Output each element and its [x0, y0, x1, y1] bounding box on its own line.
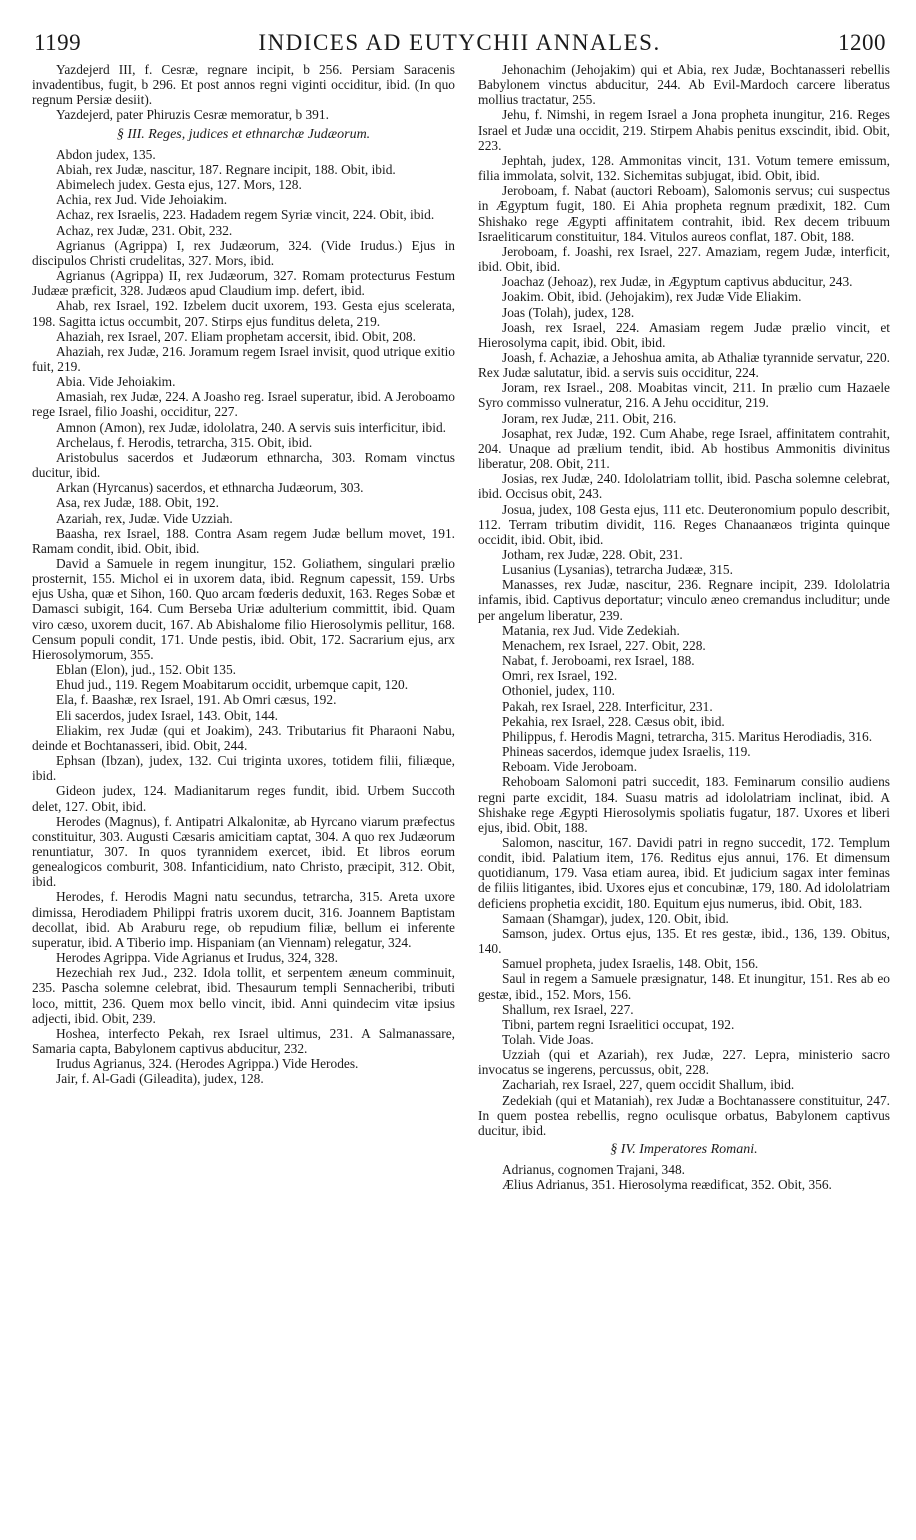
index-entry: Zachariah, rex Israel, 227, quem occidit Shallum, ibid. — [502, 1077, 795, 1093]
index-entry: Josua, judex, 108 Gesta ejus, 111 etc. Deuteronomium populo describit, 112. Terram tributim dividit, 116. Reges Chanaanæos triginta quinque occidit, ibid. Obit, ibid. — [478, 501, 890, 547]
index-entry: Agrianus (Agrippa) II, rex Judæorum, 327. Romam protecturus Festum Judææ præficit, 328. Judæos apud Claudium imp. defert, ibid. — [32, 268, 455, 299]
index-entry: Lusanius (Lysanias), tetrarcha Judææ, 315. — [502, 562, 733, 578]
index-entry: Eli sacerdos, judex Israel, 143. Obit, 144. — [56, 707, 279, 723]
index-entry: Tolah. Vide Joas. — [502, 1032, 594, 1047]
running-header — [34, 30, 886, 60]
index-entry: Joash, f. Achaziæ, a Jehoshua amita, ab Athaliæ tyrannide servatur, 220. Rex Judæ salutatur, ibid. a servis suis occiditur, 224. — [478, 349, 890, 381]
index-entry: Abiah, rex Judæ, nascitur, 187. Regnare incipit, 188. Obit, ibid. — [56, 161, 396, 177]
index-entry: Abimelech judex. Gesta ejus, 127. Mors, 128. — [56, 177, 302, 193]
index-entry: Ehud jud., 119. Regem Moabitarum occidit, urbemque capit, 120. — [56, 677, 409, 693]
index-entry: Phineas sacerdos, idemque judex Israelis, 119. — [502, 744, 751, 760]
index-entry: Arkan (Hyrcanus) sacerdos, et ethnarcha Judæorum, 303. — [56, 480, 364, 496]
left-page-number: 1199 — [34, 30, 82, 55]
left-column — [32, 62, 455, 1532]
index-entry: Amnon (Amon), rex Judæ, idololatra, 240. A servis suis interficitur, ibid. — [56, 419, 446, 435]
index-entry: Abia. Vide Jehoiakim. — [56, 374, 176, 390]
index-entry: Joachaz (Jehoaz), rex Judæ, in Ægyptum captivus abducitur, 243. — [502, 274, 853, 290]
index-entry: Jehu, f. Nimshi, in regem Israel a Jona propheta inungitur, 216. Reges Israel et Judæ una occidit, 219. Stirpem Ahabis penitus exscindit, ibid. Obit, 223. — [478, 107, 890, 153]
index-entry: Nabat, f. Jeroboami, rex Israel, 188. — [502, 653, 695, 669]
index-entry: Ahaziah, rex Judæ, 216. Joramum regem Israel invisit, quod utrique exitio fuit, 219. — [32, 343, 455, 374]
index-entry: Yazdejerd III, f. Cesræ, regnare incipit, b 256. Persiam Saracenis invadentibus, fugit, b 296. Et post annos regni viginti occiditur, ibid. (In quo regnum Persiæ desiit). — [32, 62, 455, 108]
index-entry: Joram, rex Israel., 208. Moabitas vincit, 211. In prælio cum Hazaele Syro commisso vulneratur, 216. A Jehu occiditur, 219. — [478, 380, 890, 411]
index-entry: Shallum, rex Israel, 227. — [502, 1001, 634, 1017]
index-entry: Saul in regem a Samuele præsignatur, 148. Et inungitur, 151. Res ab eo gestæ, ibid., 152. Mors, 156. — [478, 971, 890, 1002]
index-entry: Zedekiah (qui et Mataniah), rex Judæ a Bochtanassere constituitur, 247. In quem postea rebellis, regno oculisque orbatus, Babylonem captivus ducitur, ibid. — [478, 1092, 890, 1138]
index-entry: Jotham, rex Judæ, 228. Obit, 231. — [502, 547, 683, 562]
index-entry: Jeroboam, f. Joashi, rex Israel, 227. Amaziam, regem Judæ, interficit, ibid. Obit, ibid. — [478, 243, 890, 275]
index-entry: Jeroboam, f. Nabat (auctori Reboam), Salomonis servus; cui suspectus in Ægyptum fugit, 180. Ei Ahia propheta regnum prædixit, 182. Cum Shishako rege Ægypti affinitatem contrahit, ibid. Rex decem tribuum Israeliticarum constituitur, 184. Vitulos aureos conflat, 187. Obit, 188. — [478, 183, 890, 244]
index-entry: Herodes, f. Herodis Magni natu secundus, tetrarcha, 315. Areta uxore dimissa, Herodiadem Philippi fratris uxorem ducit, 316. Joannem Baptistam decollat, ibid. Ab Araburu rege, ob repudium filiæ, bellum ei inferente superatur, ibid. A Tiberio imp. Hispaniam (an Viennam) relegatur, 324. — [32, 889, 455, 950]
index-entry: Samuel propheta, judex Israelis, 148. Obit, 156. — [502, 956, 759, 972]
index-entry: Ælius Adrianus, 351. Hierosolyma reædificat, 352. Obit, 356. — [502, 1177, 832, 1193]
index-entry: Pekahia, rex Israel, 228. Cæsus obit, ibid. — [502, 713, 725, 729]
index-entry: Ephsan (Ibzan), judex, 132. Cui triginta uxores, totidem filii, filiæque, ibid. — [32, 753, 455, 784]
index-entry: Eliakim, rex Judæ (qui et Joakim), 243. Tributarius fit Pharaoni Nabu, deinde et Bochtanasseri, ibid. Obit, 244. — [32, 722, 455, 753]
index-entry: Achaz, rex Israelis, 223. Hadadem regem Syriæ vincit, 224. Obit, ibid. — [56, 207, 435, 223]
index-entry: Archelaus, f. Herodis, tetrarcha, 315. Obit, ibid. — [56, 434, 313, 450]
index-entry: Reboam. Vide Jeroboam. — [502, 759, 638, 775]
index-entry: Gideon judex, 124. Madianitarum reges fundit, ibid. Urbem Succoth delet, 127. Obit, ibid. — [32, 783, 455, 814]
index-entry: Ahab, rex Israel, 192. Izbelem ducit uxorem, 193. Gesta ejus scelerata, 198. Sagitta ictus occumbit, 207. Stirps ejus funditus deleta, 219. — [32, 298, 455, 329]
index-entry: Ahaziah, rex Israel, 207. Eliam prophetam accersit, ibid. Obit, 208. — [56, 328, 416, 344]
index-entry: Achia, rex Jud. Vide Jehoiakim. — [56, 192, 228, 208]
index-entry: Samaan (Shamgar), judex, 120. Obit, ibid. — [502, 910, 729, 926]
index-entry: Baasha, rex Israel, 188. Contra Asam regem Judæ bellum movet, 191. Ramam condit, ibid. Obit, ibid. — [32, 525, 455, 556]
index-entry: Joakim. Obit, ibid. (Jehojakim), rex Judæ Vide Eliakim. — [502, 289, 802, 305]
index-entry: Josaphat, rex Judæ, 192. Cum Ahabe, rege Israel, affinitatem contrahit, 204. Unaque ad prælium tendit, ibid. Ab hostibus Ammonitis divinitus liberatur, 208. Obit, 211. — [478, 425, 890, 472]
index-entry: Joram, rex Judæ, 211. Obit, 216. — [502, 410, 677, 426]
running-title: INDICES AD EUTYCHII ANNALES. — [258, 30, 661, 55]
index-entry: Adrianus, cognomen Trajani, 348. — [502, 1162, 685, 1178]
index-entry: Joas (Tolah), judex, 128. — [502, 304, 635, 320]
index-entry: Uzziah (qui et Azariah), rex Judæ, 227. Lepra, ministerio sacro invocatus se ingerens, percussus, obit, 228. — [478, 1047, 890, 1078]
index-entry: Pakah, rex Israel, 228. Interficitur, 231. — [502, 698, 713, 714]
index-entry: Abdon judex, 135. — [56, 146, 156, 162]
index-entry: Herodes Agrippa. Vide Agrianus et Irudus, 324, 328. — [56, 950, 338, 966]
index-entry: Tibni, partem regni Israelitici occupat, 192. — [502, 1016, 735, 1032]
index-entry: Jair, f. Al-Gadi (Gileadita), judex, 128. — [56, 1071, 264, 1087]
index-entry: Matania, rex Jud. Vide Zedekiah. — [502, 622, 680, 638]
index-entry: Eblan (Elon), jud., 152. Obit 135. — [56, 662, 237, 678]
index-entry: Hoshea, interfecto Pekah, rex Israel ultimus, 231. A Salmanassare, Samaria capta, Babylonem captivus abducitur, 232. — [32, 1025, 455, 1056]
section-heading: § IV. Imperatores Romani. — [610, 1142, 758, 1158]
index-entry: Hezechiah rex Jud., 232. Idola tollit, et serpentem æneum comminuit, 235. Pascha solemne celebrat, ibid. Thesaurum templi Sennacheribi, tributi loco, mittit, 236. Quem mox bello vincit, ibid. Anni quindecim vitæ ipsius adjecti, ibid. Obit, 239. — [32, 965, 455, 1026]
index-entry: Salomon, nascitur, 167. Davidi patri in regno succedit, 172. Templum condit, ibid. Palatium item, 176. Reditus ejus annui, 176. Et dimensum quotidianum, 179. Vasa etiam aurea, ibid. Et judicium sagax inter feminas de filiis litigantes, ibid. Uxores ejus et concubinæ, 179, 180. Ad idololatriam deficiens prophetia excidit, 180. Equitum ejus numerus, ibid. Obit, 183. — [478, 834, 890, 911]
index-entry: Agrianus (Agrippa) I, rex Judæorum, 324. (Vide Irudus.) Ejus in discipulos Christi crudelitas, 327. Mors, ibid. — [32, 237, 455, 268]
index-entry: Rehoboam Salomoni patri succedit, 183. Feminarum consilio audiens regni parte excidit, 184. Suasu matris ad idololatriam inclinat, ibid. A Shishake rege Ægypti Hierosolymis spoliatis fugatur, 187. Uxores et liberi ejus, ibid. Obit, 188. — [478, 774, 890, 835]
index-entry: Othoniel, judex, 110. — [502, 683, 615, 699]
index-entry: Joash, rex Israel, 224. Amasiam regem Judæ prælio vincit, et Hierosolyma capit, ibid. Obit, ibid. — [478, 319, 890, 350]
index-entry: Achaz, rex Judæ, 231. Obit, 232. — [56, 222, 233, 238]
index-entry: Azariah, rex, Judæ. Vide Uzziah. — [56, 510, 233, 526]
index-entry: Manasses, rex Judæ, nascitur, 236. Regnare incipit, 239. Idololatria infamis, ibid. Captivus deportatur; vinculo æneo cremandus includitur; unde per angelum liberatur, 239. — [478, 577, 890, 623]
index-entry: Menachem, rex Israel, 227. Obit, 228. — [502, 637, 706, 653]
index-entry: Herodes (Magnus), f. Antipatri Alkalonitæ, ab Hyrcano viarum præfectus constituitur, 303. Augusti Cæsaris amicitiam captat, 304. A quo rex Judæorum renuntiatur, 307. In quos tyrannidem exercet, ibid. Et libros eorum genealogicos comburit, 308. Infanticidium, nato Christo, præcipit, 312. Obit, ibid. — [32, 813, 455, 890]
index-entry: Samson, judex. Ortus ejus, 135. Et res gestæ, ibid., 136, 139. Obitus, 140. — [478, 925, 890, 957]
right-column — [478, 62, 890, 1532]
index-entry: Jephtah, judex, 128. Ammonitas vincit, 131. Votum temere emissum, filia immolata, solvit, 132. Sichemitas subjugat, ibid. Obit, ibid. — [478, 152, 890, 184]
index-entry: Josias, rex Judæ, 240. Idololatriam tollit, ibid. Pascha solemne celebrat, ibid. Occisus obit, 243. — [478, 471, 890, 502]
index-entry: David a Samuele in regem inungitur, 152. Goliathem, singulari prælio prosternit, 155. Michol ei in uxorem data, ibid. Regnum capessit, 159. Urbs ejus Usha, quæ et Sihon, 160. Quo arcam fœderis deduxit, 163. Reges Sobæ et Damasci subigit, 164. Cum Berseba Uriæ adulterium committit, ibid. Quam viro cæso, uxorem ducit, 167. Ab Abishalome filio Hierosolymis pellitur, 168. Censum populi condit, 171. Unde pestis, ibid. Obit, 172. Sacrarium ejus, arx Hierosolymorum, 355. — [32, 556, 455, 662]
index-entry: Philippus, f. Herodis Magni, tetrarcha, 315. Maritus Herodiadis, 316. — [502, 728, 873, 744]
index-entry: Jehonachim (Jehojakim) qui et Abia, rex Judæ, Bochtanasseri rebellis Babylonem vinctus abducitur, 244. Ab Evil-Mardoch carcere liberatus mollius tractatur, 255. — [478, 62, 890, 108]
index-entry: Irudus Agrianus, 324. (Herodes Agrippa.) Vide Herodes. — [56, 1056, 359, 1072]
index-entry: Asa, rex Judæ, 188. Obit, 192. — [56, 495, 219, 511]
index-entry: Omri, rex Israel, 192. — [502, 668, 618, 684]
index-entry: Ela, f. Baashæ, rex Israel, 191. Ab Omri cæsus, 192. — [56, 692, 337, 708]
index-entry: Yazdejerd, pater Phiruzis Cesræ memoratur, b 391. — [56, 107, 329, 123]
right-page-number: 1200 — [837, 30, 886, 55]
section-heading: § III. Reges, judices et ethnarchæ Judæorum. — [116, 126, 371, 142]
index-entry: Amasiah, rex Judæ, 224. A Joasho reg. Israel superatur, ibid. A Jeroboamo rege Israel, filio Joashi, occiditur, 227. — [32, 389, 455, 420]
index-entry: Aristobulus sacerdos et Judæorum ethnarcha, 303. Romam vinctus ducitur, ibid. — [32, 449, 455, 481]
